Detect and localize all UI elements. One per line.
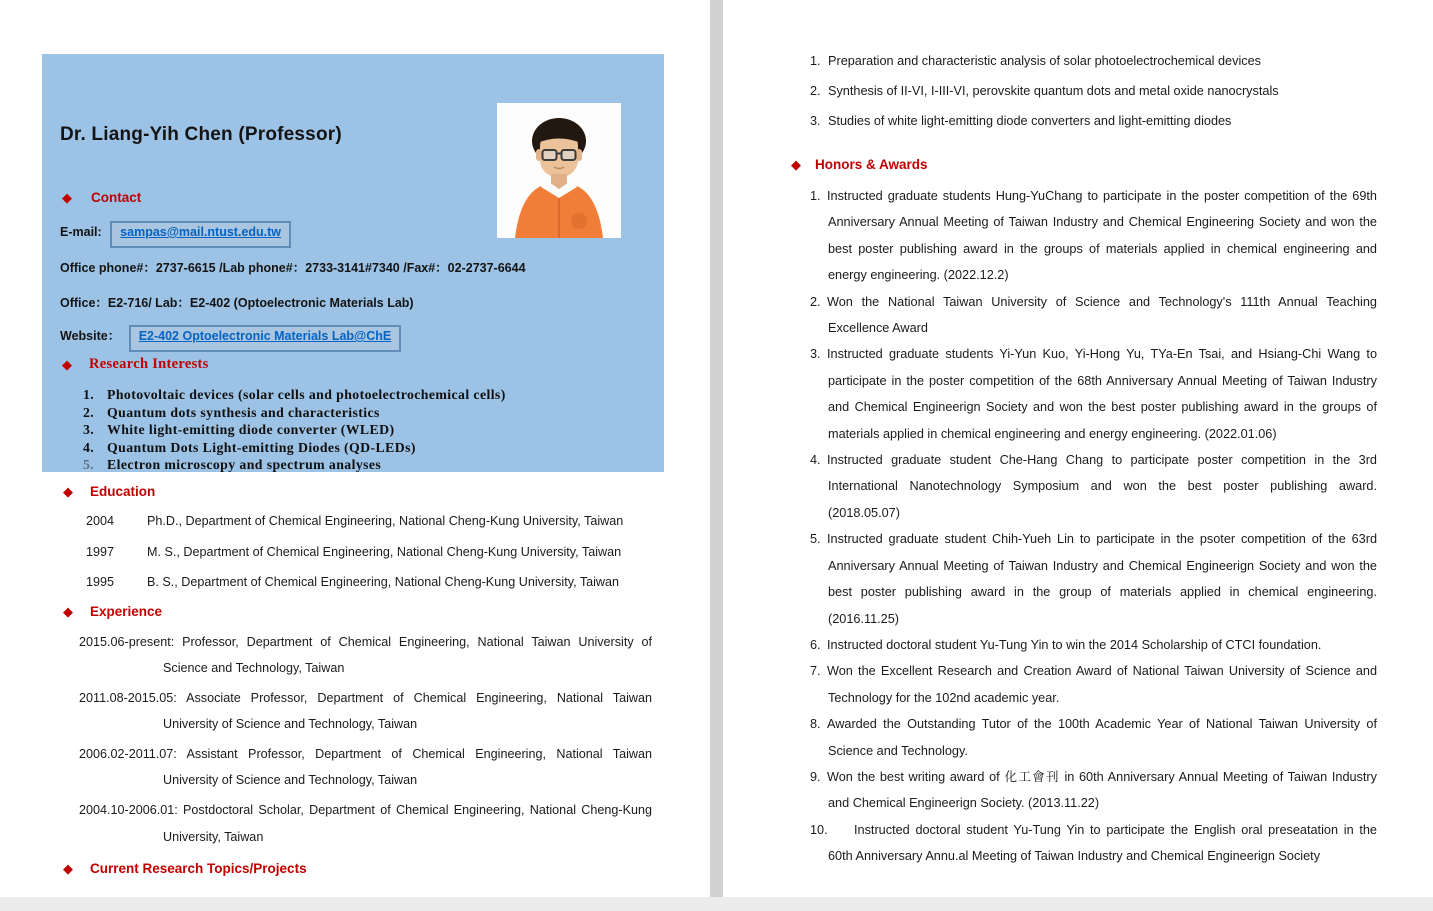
section-label: Research Interests <box>89 356 209 372</box>
education-year: 2004 <box>86 514 115 528</box>
diamond-bullet-icon: ◆ <box>62 190 72 205</box>
page-divider <box>710 0 723 911</box>
education-detail: B. S., Department of Chemical Engineering, National Cheng-Kung University, Taiwan <box>147 575 620 589</box>
email-link-box <box>110 221 291 248</box>
website-label: Website： <box>60 329 121 343</box>
section-label: Honors & Awards <box>815 157 928 172</box>
honors-item: 6. Instructed doctoral student Yu-Tung Yin to win the 2014 Scholarship of CTCI foundation. <box>810 637 1322 652</box>
experience-entry: 2006.02-2011.07: Assistant Professor, Department of Chemical Engineering, National Taiwan University of Science and Technology, Taiwan <box>79 747 652 788</box>
email-row <box>60 221 291 248</box>
research-interest-item: 1. Photovoltaic devices (solar cells and photoelectrochemical cells) <box>83 387 506 402</box>
experience-entry: 2015.06-present: Professor, Department of Chemical Engineering, National Taiwan University of Science and Technology, Taiwan <box>79 635 652 676</box>
education-detail: M. S., Department of Chemical Engineering, National Cheng-Kung University, Taiwan <box>147 544 622 559</box>
honors-item: 9. Won the best writing award of 化工會刊 in 60th Anniversary Annual Meeting of Taiwan Industry and Chemical Engineerign Society. (2013.11.22) <box>810 769 1377 811</box>
office-row: Office：E2-716/ Lab：E2-402 (Optoelectronic Materials Lab) <box>60 296 414 310</box>
section-experience-heading <box>63 604 162 619</box>
research-interests-list <box>83 386 506 474</box>
education-detail: Ph.D., Department of Chemical Engineering, National Cheng-Kung University, Taiwan <box>147 514 624 528</box>
research-topic-item: 1. Preparation and characteristic analysis of solar photoelectrochemical devices <box>810 54 1262 68</box>
experience-entry: 2011.08-2015.05: Associate Professor, Department of Chemical Engineering, National Taiwan University of Science and Technology, Taiwan <box>79 691 652 732</box>
research-topics-list <box>810 46 1279 136</box>
website-link[interactable]: E2-402 Optoelectronic Materials Lab@ChE <box>138 329 392 343</box>
phone-row: Office phone#：2737-6615 /Lab phone#：2733-3141#7340 /Fax#：02-2737-6644 <box>60 261 526 275</box>
email-link[interactable]: sampas@mail.ntust.edu.tw <box>120 225 282 239</box>
diamond-bullet-icon: ◆ <box>63 484 73 499</box>
page-bottom-gap <box>0 897 1433 911</box>
honors-item: 2. Won the National Taiwan University of Science and Technology's 111th Annual Teaching Excellence Award <box>810 294 1377 336</box>
research-interest-item: 5. Electron microscopy and spectrum analyses <box>83 457 382 473</box>
education-row <box>86 537 623 568</box>
section-education-heading <box>63 484 155 499</box>
diamond-bullet-icon: ◆ <box>62 357 72 372</box>
education-year: 1995 <box>86 575 115 589</box>
education-year: 1997 <box>86 544 115 559</box>
honors-item: 10. Instructed doctoral student Yu-Tung Yin to participate the English oral preseatation in the 60th Anniversary Annu.al Meeting of Taiwan Industry and Chemical Engineerign Society <box>810 822 1377 864</box>
research-interest-item: 3. White light-emitting diode converter (WLED) <box>83 422 395 438</box>
education-row <box>86 567 623 598</box>
research-topic-item: 2. Synthesis of II-VI, I-III-VI, perovskite quantum dots and metal oxide nanocrystals <box>810 84 1279 98</box>
section-label: Contact <box>91 190 142 205</box>
experience-entry: 2004.10-2006.01: Postdoctoral Scholar, Department of Chemical Engineering, National Cheng-Kung University, Taiwan <box>79 803 652 844</box>
research-topic-item: 3. Studies of white light-emitting diode converters and light-emitting diodes <box>810 114 1232 128</box>
section-label: Experience <box>90 604 163 619</box>
email-label: E-mail: <box>60 225 102 239</box>
website-row <box>60 325 401 352</box>
honors-item: 3. Instructed graduate students Yi-Yun Kuo, Yi-Hong Yu, TYa-En Tsai, and Hsiang-Chi Wang to participate in the poster competition of the 68th Anniversary Annual Meeting of Taiwan Industry and Chemical Engineerign Society and won the best poster publishing award in the groups of materials applied in chemical engineering and energy engineering. (2022.01.06) <box>810 347 1377 441</box>
section-label: Current Research Topics/Projects <box>90 861 307 876</box>
section-current-research-heading <box>63 861 307 876</box>
experience-list <box>79 629 652 853</box>
section-label: Education <box>90 484 156 499</box>
research-interest-item: 2. Quantum dots synthesis and characteristics <box>83 404 380 420</box>
education-list <box>86 506 623 598</box>
profile-photo <box>497 103 621 238</box>
honors-item: 1. Instructed graduate students Hung-YuChang to participate in the poster competition of the 69th Anniversary Annual Meeting of Taiwan Industry and Chemical Engineering Society and won the best poster publishing award in the groups of materials applied in chemical engineering and energy engineering. (2022.12.2) <box>810 189 1377 283</box>
research-interest-item: 4. Quantum Dots Light-emitting Diodes (QD-LEDs) <box>83 439 416 455</box>
diamond-bullet-icon: ◆ <box>791 157 801 172</box>
diamond-bullet-icon: ◆ <box>63 604 73 619</box>
section-honors-heading <box>791 157 928 172</box>
website-link-box <box>129 325 402 352</box>
honors-item: 7. Won the Excellent Research and Creation Award of National Taiwan University of Science and Technology for the 102nd academic year. <box>810 664 1377 705</box>
education-row <box>86 506 623 537</box>
honors-list <box>810 183 1377 870</box>
page-title: Dr. Liang-Yih Chen (Professor) <box>60 124 342 145</box>
honors-item: 4. Instructed graduate student Che-Hang Chang to participate poster competition in the 3rd International Nanotechnology Symposium and won the best poster publishing award. (2018.05.07) <box>810 453 1377 520</box>
page-right <box>723 0 1433 897</box>
section-contact-heading <box>62 190 141 205</box>
honors-item: 8. Awarded the Outstanding Tutor of the 100th Academic Year of National Taiwan University of Science and Technology. <box>810 717 1377 758</box>
diamond-bullet-icon: ◆ <box>63 861 73 876</box>
honors-item: 5. Instructed graduate student Chih-Yueh Lin to participate in the psoter competition of the 63rd Anniversary Annual Meeting of Taiwan Industry and Chemical Engineerign Society and won the best poster publishing award in the group of materials applied in chemical engineering. (2016.11.25) <box>810 532 1377 626</box>
section-research-interests-heading <box>62 356 209 373</box>
profile-card <box>42 54 664 472</box>
portrait-illustration <box>497 103 621 238</box>
page-left <box>0 0 710 897</box>
